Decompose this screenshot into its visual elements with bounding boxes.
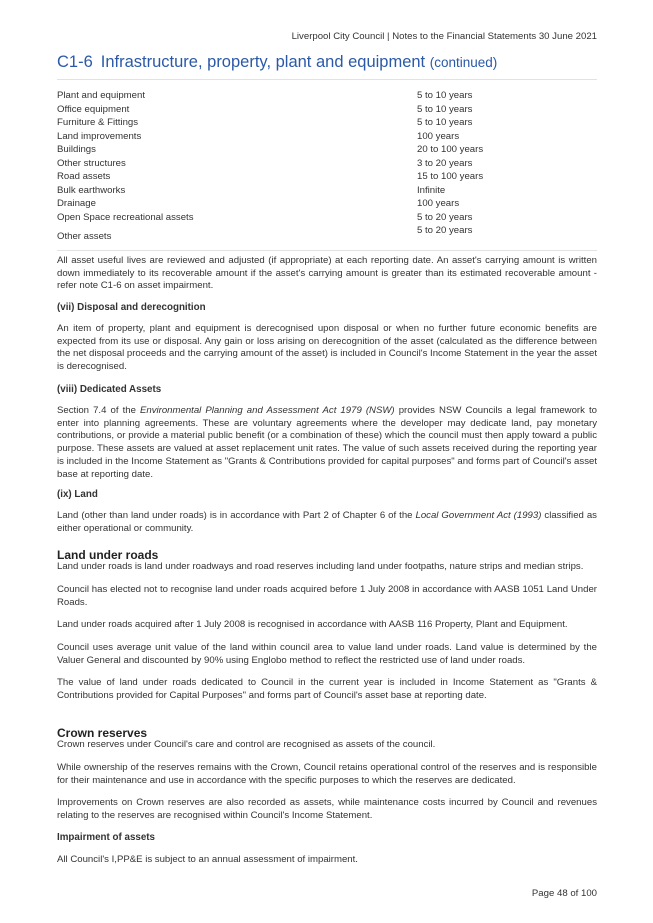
useful-life-row: [57, 89, 597, 103]
act-name: Local Government Act (1993): [415, 510, 542, 521]
asset-class: Open Space recreational assets: [57, 211, 194, 223]
land-under-roads-heading: Land under roads: [57, 548, 159, 562]
useful-life-row: [57, 197, 597, 211]
useful-life-row: [57, 130, 597, 144]
note-title: Infrastructure, property, plant and equipment: [100, 53, 426, 71]
useful-life-row: [57, 224, 597, 244]
useful-life-row: [57, 103, 597, 117]
useful-life: 20 to 100 years: [417, 144, 484, 155]
asset-class: Furniture & Fittings: [57, 117, 139, 128]
asset-class: Office equipment: [57, 103, 130, 115]
asset-class: Other assets: [57, 231, 112, 242]
useful-life-row: [57, 211, 597, 225]
land-under-roads-p3: Land under roads acquired after 1 July 2008 is recognised in accordance with AASB 116 Property, Plant and Equipment.: [57, 619, 568, 630]
crown-reserves-p3: Improvements on Crown reserves are also recorded as assets, while maintenance costs incurred by Council and revenues relating to the reserves are recognised within Council's Income Statement.: [57, 797, 597, 821]
impairment-heading: Impairment of assets: [57, 832, 156, 843]
page-title: [57, 53, 597, 80]
impairment-paragraph: All Council's I,PP&E is subject to an annual assessment of impairment.: [57, 854, 358, 865]
useful-life: 5 to 10 years: [417, 103, 473, 115]
useful-life: 5 to 20 years: [417, 211, 473, 223]
dedicated-assets-heading: (viii) Dedicated Assets: [57, 384, 162, 395]
useful-life: 100 years: [417, 198, 460, 209]
crown-reserves-p2: While ownership of the reserves remains with the Crown, Council retains operational control of the reserves and is responsible for their maintenance and use in accordance with the specific purposes to which the reserves are dedicated.: [57, 762, 597, 786]
asset-class: Road assets: [57, 171, 111, 182]
continued-label: (continued): [429, 55, 498, 70]
page-number: Page 48 of 100: [531, 888, 597, 899]
act-name: Environmental Planning and Assessment Act 1979 (NSW): [139, 405, 395, 416]
running-header: Liverpool City Council | Notes to the Financial Statements 30 June 2021: [291, 31, 597, 42]
useful-life-row: [57, 143, 597, 157]
useful-life-row: [57, 184, 597, 198]
divider: [57, 250, 597, 251]
land-under-roads-p2: Council has elected not to recognise land under roads acquired before 1 July 2008 in accordance with AASB 1051 Land Under Roads.: [57, 584, 597, 608]
asset-class: Buildings: [57, 144, 96, 155]
land-under-roads-p1: Land under roads is land under roadways and road reserves including land under footpaths, nature strips and median strips.: [57, 561, 584, 572]
useful-lives-note: All asset useful lives are reviewed and adjusted (if appropriate) at each reporting date. An asset's carrying amount is written down immediately to its recoverable amount if the asset's carrying amount is greater than its estimated recoverable amount - refer note C1-6 on asset impairment.: [57, 255, 597, 292]
disposal-heading: (vii) Disposal and derecognition: [57, 302, 206, 313]
useful-lives-table: [57, 89, 597, 244]
useful-life-row: [57, 116, 597, 130]
useful-life: 100 years: [417, 130, 460, 142]
useful-life: 15 to 100 years: [417, 171, 484, 182]
useful-life: Infinite: [417, 184, 446, 196]
useful-life: 5 to 10 years: [417, 117, 473, 128]
dedicated-assets-paragraph: Section 7.4 of the Environmental Planning and Assessment Act 1979 (NSW) provides NSW Councils a legal framework to enter into planning agreements. These are voluntary agreements where the developer may dedicate land, pay monetary contributions, or provide a material public benefit (or a combination of these) which the council must then apply toward a public purpose. These assets are valued at asset replacement unit rates. The value of such assets received during the reporting year is included in the Income Statement as "Grants & Contributions provided for capital purposes" and forms part of Council's asset base at reporting date.: [57, 405, 597, 480]
note-code: C1-6: [57, 53, 93, 71]
asset-class: Bulk earthworks: [57, 184, 126, 196]
land-under-roads-p4: Council uses average unit value of the land within council area to value land under roads. Land value is determined by the Valuer General and discounted by 90% using Englobo method to reflect the restricted use of land under roads.: [57, 642, 597, 666]
crown-reserves-p1: Crown reserves under Council's care and control are recognised as assets of the council.: [57, 739, 436, 750]
useful-life: 3 to 20 years: [417, 157, 473, 169]
useful-life: 5 to 20 years: [417, 225, 473, 236]
crown-reserves-heading: Crown reserves: [57, 726, 148, 740]
asset-class: Land improvements: [57, 130, 142, 142]
useful-life-row: [57, 170, 597, 184]
useful-life: 5 to 10 years: [417, 90, 473, 101]
disposal-paragraph: An item of property, plant and equipment is derecognised upon disposal or when no further future economic benefits are expected from its use or disposal. Any gain or loss arising on derecognition of the asset (calculated as the difference between the net disposal proceeds and the carrying amount of the asset) is included in Council's Income Statement in the year the asset is derecognised.: [57, 323, 597, 373]
land-under-roads-p5: The value of land under roads dedicated to Council in the current year is included in Income Statement as "Grants & Contributions provided for Capital Purposes" and forms part of Council's asset base at reporting date.: [57, 677, 597, 701]
asset-class: Other structures: [57, 157, 126, 169]
useful-life-row: [57, 157, 597, 171]
land-paragraph: Land (other than land under roads) is in accordance with Part 2 of Chapter 6 of the Local Government Act (1993) classified as either operational or community.: [57, 510, 597, 534]
asset-class: Plant and equipment: [57, 90, 146, 101]
asset-class: Drainage: [57, 198, 96, 209]
land-heading: (ix) Land: [57, 489, 98, 500]
